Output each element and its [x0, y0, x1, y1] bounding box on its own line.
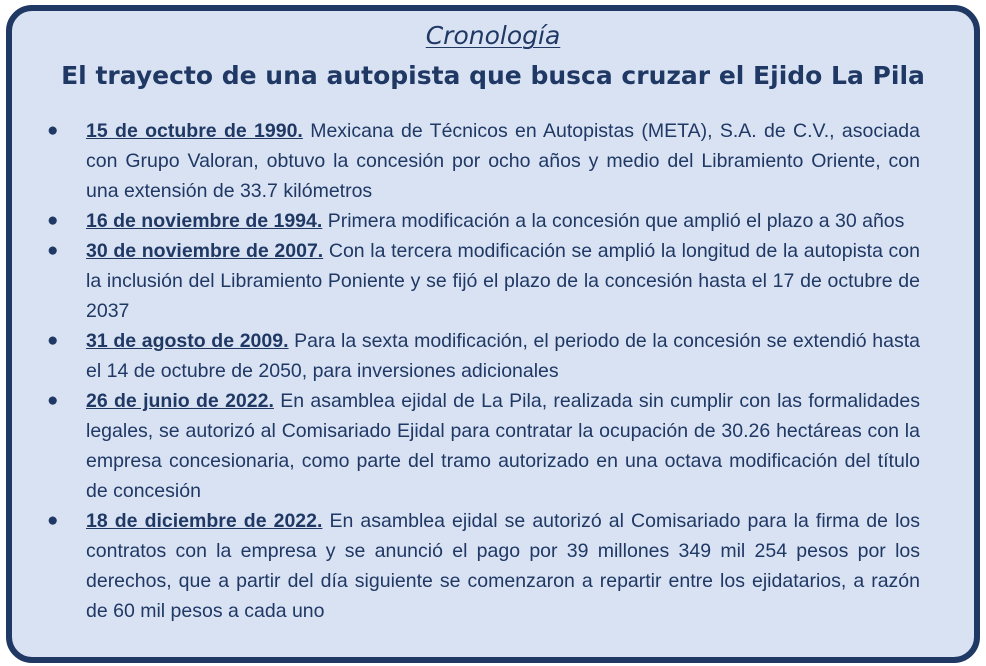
bullet-icon: ● — [47, 510, 59, 531]
chronology-heading: Cronología — [425, 21, 561, 50]
event-text: Con la tercera modificación se amplió la longitud de la autopista con la inclusión del Libramiento Poniente y se fijó el plazo de la concesión hasta el 17 de octubre de 2037 — [86, 240, 920, 322]
event-text: En asamblea ejidal se autorizó al Comisariado para la firma de los contratos con la empresa y se anunció el pago por 39 millones 349 mil 254 pesos por los derechos, que a partir del día siguiente se comenzaron a repartir entre los ejidatarios, a razón de 60 mil pesos a cada uno — [86, 510, 920, 622]
chronology-subheading: El trayecto de una autopista que busca cruzar el Ejido La Pila — [61, 61, 925, 90]
event-text: Para la sexta modificación, el periodo de la concesión se extendió hasta el 14 de octubre de 2050, para inversiones adicionales — [86, 330, 921, 382]
event-text: En asamblea ejidal de La Pila, realizada sin cumplir con las formalidades legales, se autorizó al Comisariado Ejidal para contratar la ocupación de 30.26 hectáreas con la empresa concesionaria, como parte del tramo autorizado en una octava modificación del título de concesión — [86, 390, 920, 502]
bullet-icon: ● — [47, 240, 59, 261]
timeline-list — [42, 116, 920, 626]
timeline-event — [42, 386, 920, 506]
timeline-event — [42, 206, 920, 236]
timeline-event — [42, 506, 920, 626]
bullet-icon: ● — [47, 210, 59, 231]
event-date: 30 de noviembre de 2007. — [86, 240, 324, 262]
event-date: 31 de agosto de 2009. — [86, 330, 289, 352]
bullet-icon: ● — [47, 120, 59, 141]
chronology-card — [6, 5, 980, 663]
event-text: Mexicana de Técnicos en Autopistas (META), S.A. de C.V., asociada con Grupo Valoran, obtuvo la concesión por ocho años y medio del Libramiento Oriente, con una extensión de 33.7 kilómetros — [86, 120, 920, 202]
event-date: 16 de noviembre de 1994. — [86, 210, 323, 232]
event-date: 26 de junio de 2022. — [86, 390, 274, 412]
timeline-event — [42, 326, 920, 386]
bullet-icon: ● — [47, 390, 59, 411]
event-date: 18 de diciembre de 2022. — [86, 510, 323, 532]
event-date: 15 de octubre de 1990. — [86, 120, 303, 142]
timeline-event — [42, 236, 920, 326]
event-text: Primera modificación a la concesión que amplió el plazo a 30 años — [327, 210, 905, 232]
bullet-icon: ● — [47, 330, 59, 351]
timeline-event — [42, 116, 920, 206]
